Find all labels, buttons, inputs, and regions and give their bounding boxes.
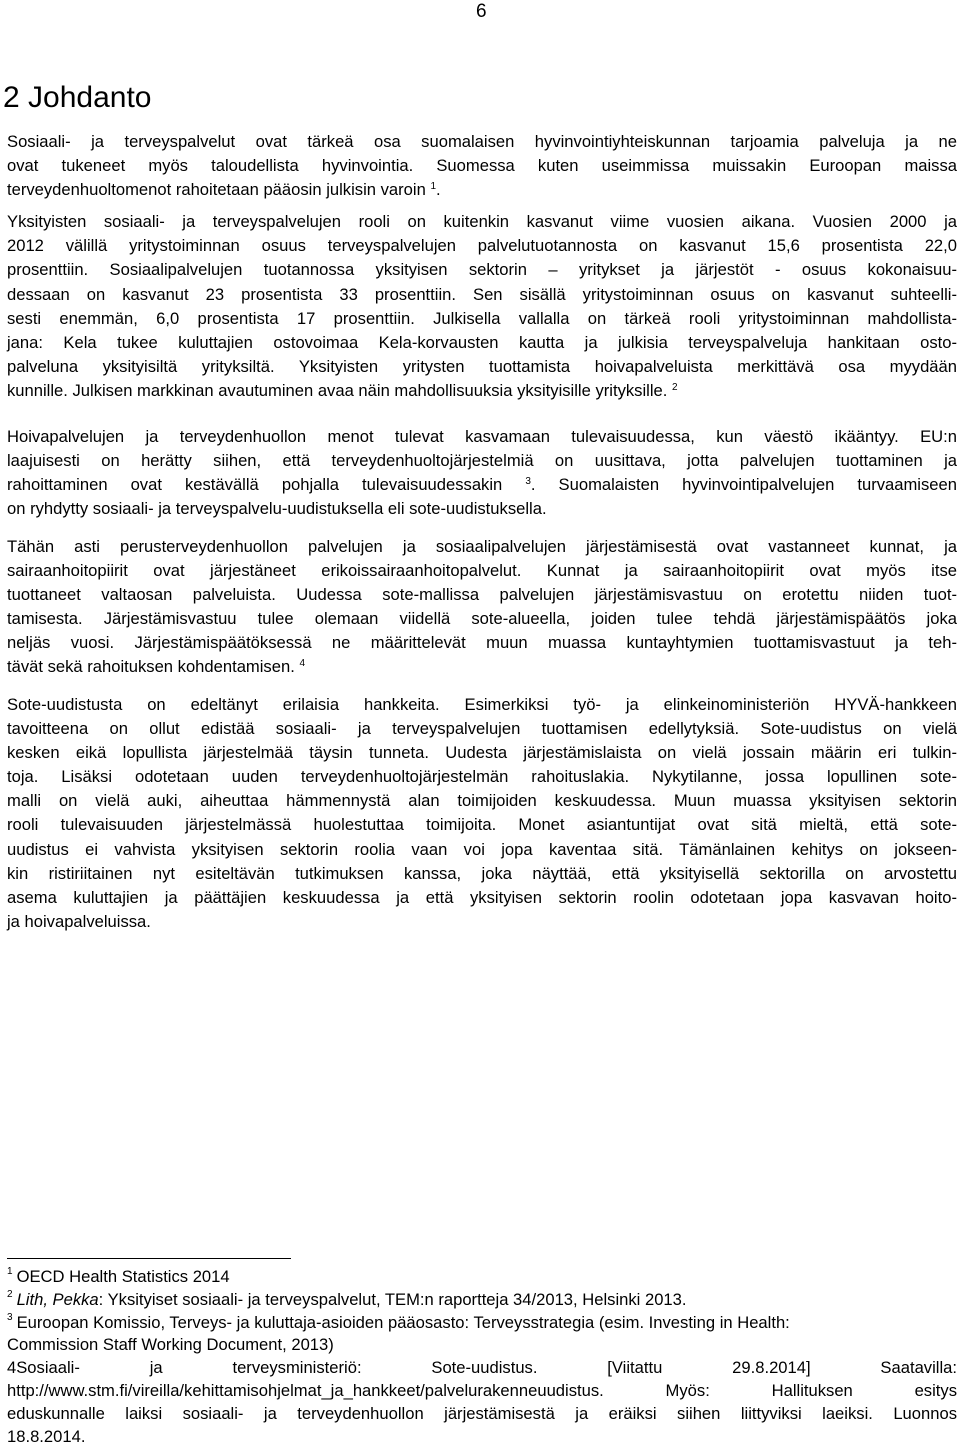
paragraph-organization <box>7 535 957 680</box>
footnote-text: OECD Health Statistics 2014 <box>16 1267 230 1286</box>
footnote-4-url-line: http://www.stm.fi/vireilla/kehittamisohjelmat_ja_hankkeet/palvelurakenneuudistus. Myös: Hallituksen esitys <box>7 1380 957 1400</box>
footnote-4-continued: eduskunnalle laiksi sosiaali- ja terveydenhuollon järjestämisestä ja eräiksi siihen liittyviksi laeiksi. Luonnos <box>7 1403 957 1423</box>
footnote-text: Euroopan Komissio, Terveys- ja kuluttaja-asioiden pääosasto: Terveysstrategia (esim. Investing in Health: <box>16 1312 790 1332</box>
text-line: laajuisesti on herätty siihen, että terveydenhuoltojärjestelmiä on uusittava, jotta palvelujen tuottaminen ja <box>7 451 957 471</box>
text-line: Hoivapalvelujen ja terveydenhuollon menot tulevat kasvamaan tulevaisuudessa, kun väestö ikääntyy. EU:n <box>7 427 957 446</box>
footnote-separator <box>7 1258 291 1259</box>
footnote-4 <box>7 1357 957 1380</box>
text-fragment: . <box>436 180 441 200</box>
text-line <box>7 178 957 202</box>
page-number: 6 <box>476 1 487 22</box>
text-fragment: kunnille. Julkisen markkinan avautuminen avaa näin mahdollisuuksia yksityisille yrityksille. <box>7 380 668 400</box>
text-line: tamisesta. Järjestämisvastuu tulee olemaan viidellä sote-alueella, joiden tulee tehdä järjestämispäätös joka <box>7 609 957 629</box>
footnote-ref[interactable]: 2 <box>671 381 678 393</box>
paragraph-growth <box>7 425 957 521</box>
footnote-text: Sosiaali- ja terveysministeriö: Sote-uudistus. [Viitattu 29.8.2014] Saatavilla: <box>16 1358 957 1378</box>
text-line: kin ristiriitainen nyt esiteltävän tutkimuksen kanssa, joka näyttää, että yksityisellä sektorilla on arvostettu <box>7 863 957 883</box>
text-line: uudistus ei vahvista yksityisen sektorin roolia vaan voi jopa kaventaa sitä. Tämänlainen kehitys on jokseen- <box>7 839 957 859</box>
footnote-number: 4 <box>7 1358 17 1378</box>
text-line: Sosiaali- ja terveyspalvelut ovat tärkeä osa suomalaisen hyvinvointiyhteiskunnan tarjoamia palveluja ja ne <box>7 132 957 151</box>
text-line <box>7 655 957 679</box>
text-line: kesken eikä lopullista järjestelmää täysin tunneta. Uudesta järjestämislaista on vielä jossain määrin eri tulkin- <box>7 743 957 763</box>
text-line: malli on vielä auki, aiheuttaa hämmennystä alan toimijoiden keskuudessa. Muun muassa yksityisen sektorin <box>7 791 957 811</box>
text-line: rooli tulevaisuuden järjestelmässä huolestuttaa toimijoita. Monet asiantuntijat ovat sitä mieltä, että sote- <box>7 815 957 835</box>
footnote-3 <box>7 1312 957 1335</box>
text-line: toja. Lisäksi odotetaan uuden terveydenhuoltojärjestelmän rahoituslakia. Nykytilanne, jossa lopullinen sote- <box>7 767 957 787</box>
text-line: tuottaneet valtaosan palveluista. Uudessa sote-mallissa palvelujen järjestämisvastuu on erotettu niiden tuot- <box>7 585 957 605</box>
footnote-4-date: 18.8.2014. <box>7 1426 86 1446</box>
text-line: sesti enemmän, 6,0 prosentista 17 prosenttiin. Julkisella vallalla on tärkeä rooli yritystoiminnan mahdollista- <box>7 308 957 328</box>
text-fragment: terveydenhuoltomenot rahoitetaan pääosin julkisin varoin <box>7 180 426 200</box>
text-line: on ryhdytty sosiaali- ja terveyspalvelu-uudistuksella eli sote-uudistuksella. <box>7 499 547 519</box>
footnote-text: : Yksityiset sosiaali- ja terveyspalvelut, TEM:n raportteja 34/2013, Helsinki 2013. <box>98 1289 687 1309</box>
footnote-author: Lith, Pekka <box>16 1289 99 1309</box>
text-line: tavoitteena on ollut edistää sosiaali- ja terveyspalvelujen tuottamisen edellytyksiä. Sote-uudistus on vielä <box>7 719 957 739</box>
text-line: ovat tukeneet myös taloudellista hyvinvointia. Suomessa kuten useimmissa muissakin Euroopan maissa <box>7 156 957 176</box>
footnote-ref[interactable]: 1 <box>430 181 436 193</box>
text-line: dessaan on kasvanut 23 prosentista 33 prosenttiin. Sen sisällä yritystoiminnan osuus on kasvanut suhteelli- <box>7 284 957 304</box>
footnote-1 <box>7 1266 957 1289</box>
text-line: Tähän asti perusterveydenhuollon palvelujen ja sosiaalipalvelujen järjestämisestä ovat vastanneet kunnat, ja <box>7 537 957 556</box>
text-line: ja hoivapalveluissa. <box>7 911 151 931</box>
footnote-3-continued: Commission Staff Working Document, 2013) <box>7 1335 334 1355</box>
text-line: palveluna yksityisiltä yrityksiltä. Yksityisten yritysten tuottamista hoivapalveluista merkittävä osa myydään <box>7 356 957 376</box>
footnotes <box>7 1266 957 1448</box>
footnote-ref[interactable]: 3 <box>525 476 531 488</box>
paragraph-reform <box>7 693 957 934</box>
footnote-number: 2 <box>7 1288 13 1300</box>
footnote-number: 3 <box>7 1311 13 1323</box>
text-line: sairaanhoitopiirit ovat järjestäneet erikoissairaanhoitopalvelut. Kunnat ja sairaanhoitopiirit ovat myös itse <box>7 561 957 581</box>
text-line: 2012 välillä yritystoiminnan osuus terveyspalvelujen palvelutuotannosta on kasvanut 15,6 prosentista 22,0 <box>7 236 957 256</box>
footnote-number: 1 <box>7 1266 13 1277</box>
text-line: jana: Kela tukee kuluttajien ostovoimaa Kela-korvausten kautta ja julkisia terveyspalveluja hankitaan osto- <box>7 332 957 352</box>
text-fragment: tävät sekä rahoituksen kohdentamisen. <box>7 657 295 677</box>
text-line <box>7 379 957 403</box>
section-heading: 2 Johdanto <box>3 81 152 114</box>
text-line: Sote-uudistusta on edeltänyt erilaisia hankkeita. Esimerkiksi työ- ja elinkeinoministeriön HYVÄ-hankkeen <box>7 695 957 714</box>
paragraph-intro <box>7 130 957 403</box>
text-line: prosenttiin. Sosiaalipalvelujen tuotannossa yksityisen sektorin – yritykset ja järjestöt - osuus kokonaisuu- <box>7 260 957 280</box>
text-line: neljäs vuosi. Järjestämispäätöksessä ne määrittelevät muun muassa kuntayhtymien tuottamisvastuut ja teh- <box>7 633 957 653</box>
text-line <box>7 473 957 497</box>
text-fragment: rahoittaminen ovat kestävällä pohjalla tulevaisuudessakin <box>7 475 503 495</box>
text-line: Yksityisten sosiaali- ja terveyspalvelujen rooli on kuitenkin kasvanut viime vuosien aikana. Vuosien 2000 ja <box>7 212 957 232</box>
text-line: asema kuluttajien ja päättäjien keskuudessa ja että yksityisen sektorin roolin odotetaan jopa kasvavan hoito- <box>7 887 957 907</box>
footnote-ref[interactable]: 4 <box>299 658 305 670</box>
footnote-2 <box>7 1289 957 1312</box>
text-fragment: . Suomalaisten hyvinvointipalvelujen turvaamiseen <box>530 475 957 495</box>
